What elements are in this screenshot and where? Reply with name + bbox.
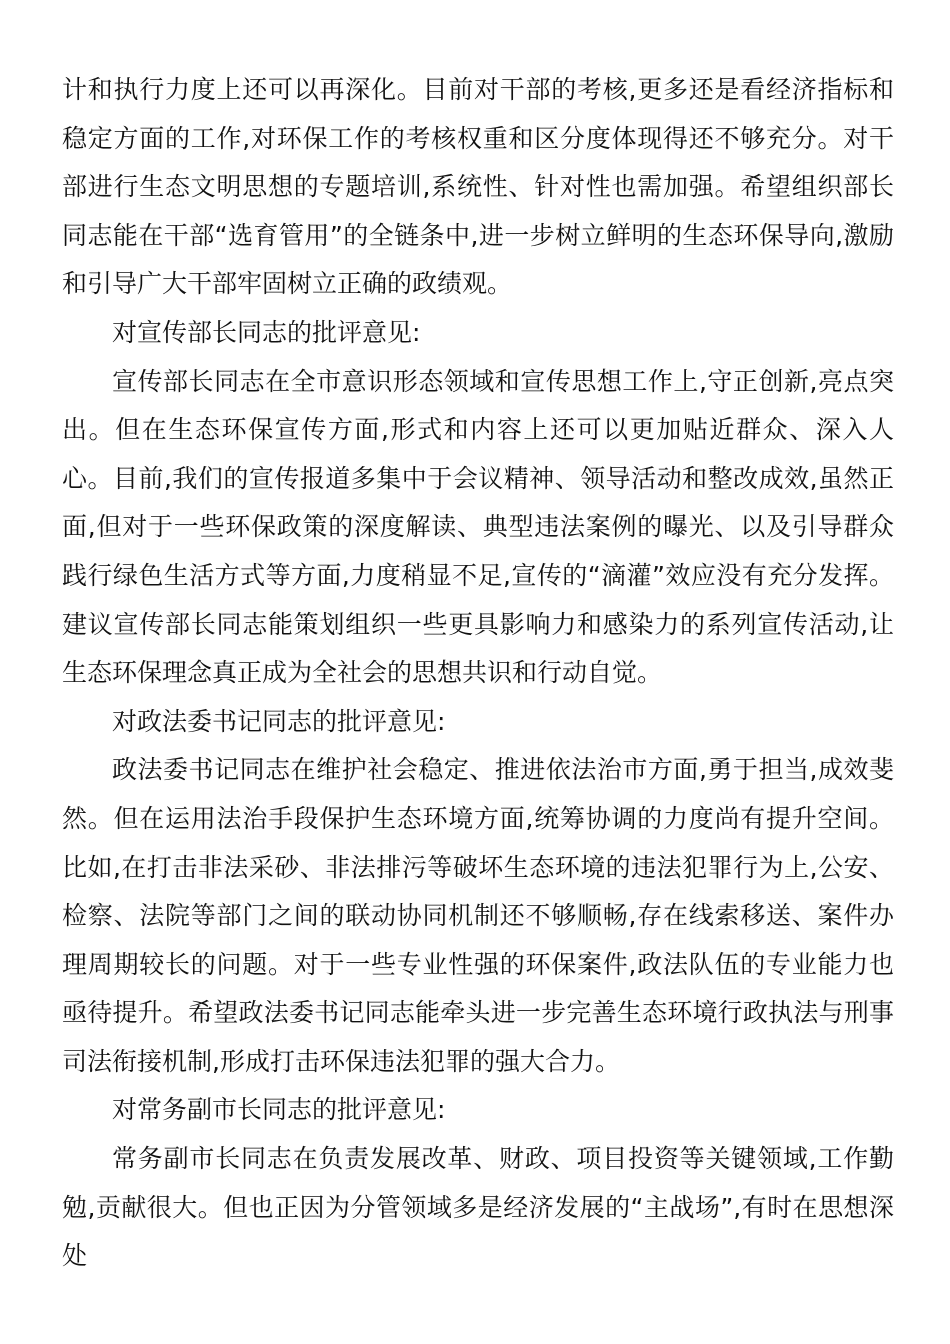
paragraph-propaganda-minister-critique: 宣传部长同志在全市意识形态领域和宣传思想工作上,守正创新,亮点突出。但在生态环保宣传方面,形式和内容上还可以更加贴近群众、深入人心。目前,我们的宣传报道多集中于会议精神、领导活动和整改成效,虽然正面,但对于一些环保政策的深度解读、典型违法案例的曝光、以及引导群众践行绿色生活方式等方面,力度稍显不足,宣传的“滴灌”效应没有充分发挥。建议宣传部长同志能策划组织一些更具影响力和感染力的系列宣传活动,让生态环保理念真正成为全社会的思想共识和行动自觉。 xyxy=(62,366,894,688)
document-page xyxy=(62,66,894,1281)
heading-executive-vice-mayor-critique: 对常务副市长同志的批评意见: xyxy=(112,1095,446,1125)
paragraph-organization-critique-continued: 计和执行力度上还可以再深化。目前对干部的考核,更多还是看经济指标和稳定方面的工作,对环保工作的考核权重和区分度体现得还不够充分。对干部进行生态文明思想的专题培训,系统性、针对性也需加强。希望组织部长同志能在干部“选育管用”的全链条中,进一步树立鲜明的生态环保导向,激励和引导广大干部牢固树立正确的政绩观。 xyxy=(62,75,894,299)
heading-political-legal-secretary-critique: 对政法委书记同志的批评意见: xyxy=(112,706,446,736)
paragraph-political-legal-secretary-critique: 政法委书记同志在维护社会稳定、推进依法治市方面,勇于担当,成效斐然。但在运用法治手段保护生态环境方面,统筹协调的力度尚有提升空间。比如,在打击非法采砂、非法排污等破坏生态环境的违法犯罪行为上,公安、检察、法院等部门之间的联动协同机制还不够顺畅,存在线索移送、案件办理周期较长的问题。对于一些专业性强的环保案件,政法队伍的专业能力也亟待提升。希望政法委书记同志能牵头进一步完善生态环境行政执法与刑事司法衔接机制,形成打击环保违法犯罪的强大合力。 xyxy=(62,755,894,1076)
heading-propaganda-minister-critique: 对宣传部长同志的批评意见: xyxy=(112,317,421,347)
paragraph-executive-vice-mayor-critique: 常务副市长同志在负责发展改革、财政、项目投资等关键领域,工作勤勉,贡献很大。但也正因为分管领域多是经济发展的“主战场”,有时在思想深处 xyxy=(62,1144,894,1271)
